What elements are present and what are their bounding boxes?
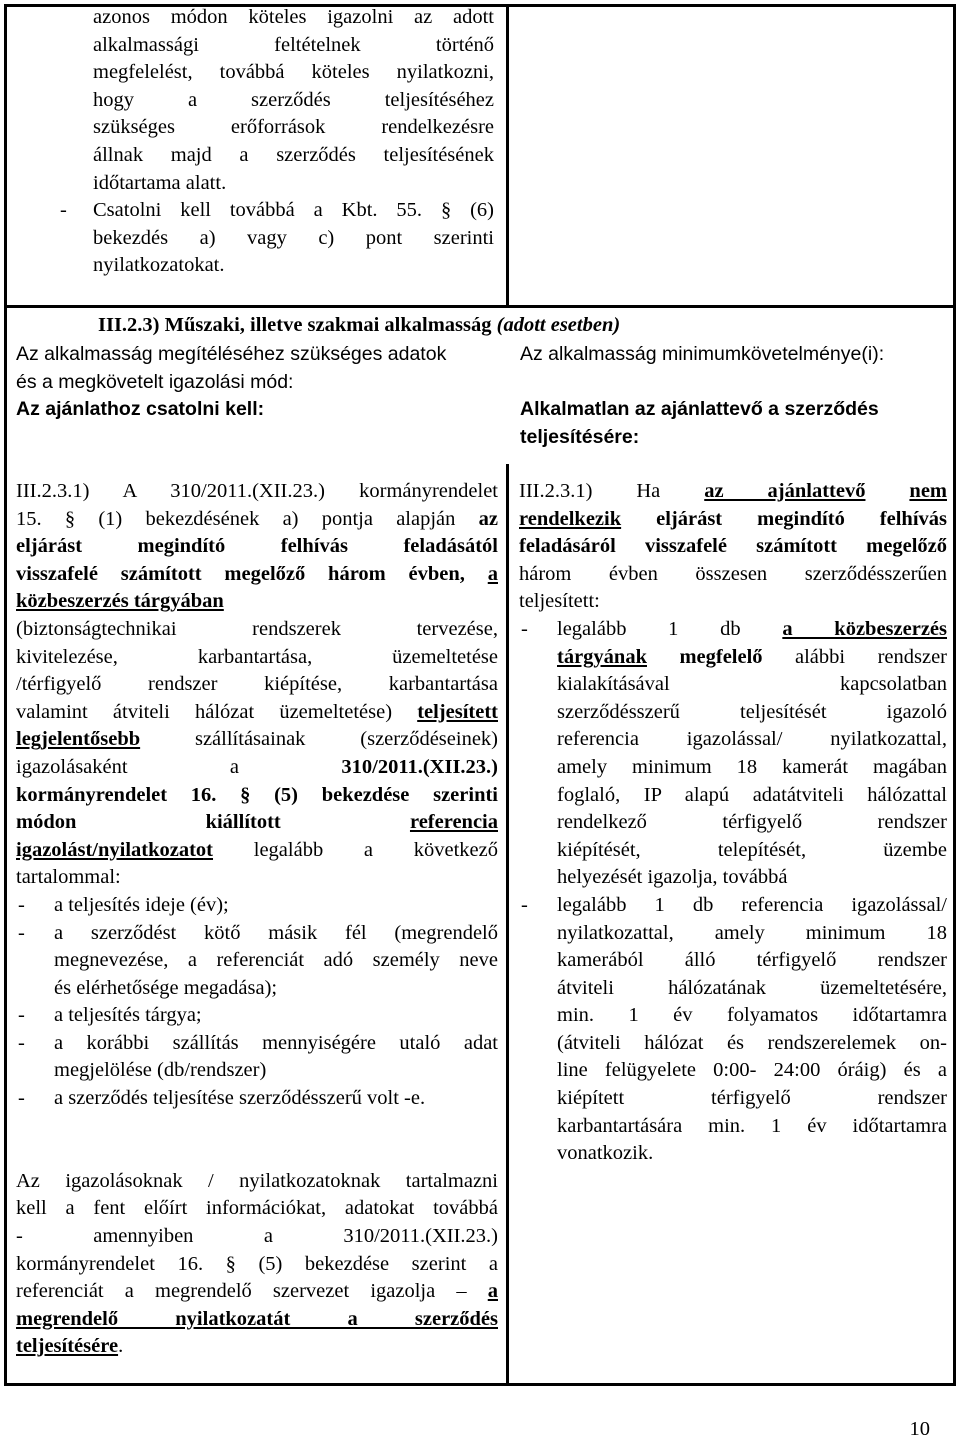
text-line: megrendelő nyilatkozatát a szerződés — [16, 1307, 498, 1330]
text-line: referenciát a megrendelő szervezet igazolja – a — [16, 1280, 498, 1303]
text-line: kormányrendelet 16. § (5) bekezdése szerint a — [16, 1252, 498, 1275]
list-item: - legalább 1 db a közbeszerzés — [519, 616, 947, 644]
text-line: 15. § (1) bekezdésének a) pontja alapján az — [16, 507, 498, 530]
list-item: - a szerződés teljesítése szerződésszerű volt -e. — [16, 1085, 498, 1113]
header-line: Az alkalmasság minimumkövetelménye(i): — [520, 343, 885, 365]
text-line: (biztonságtechnikai rendszerek tervezése, — [16, 617, 498, 640]
text-line: megfelelést, továbbá köteles nyilatkozni, — [93, 61, 494, 84]
text-line: időtartama alatt. — [93, 171, 227, 194]
header-line: teljesítésére: — [520, 425, 640, 448]
text-line: módon kiállított referencia — [16, 811, 498, 834]
text-line: nyilatkozatokat. — [93, 254, 225, 277]
text-line: (átviteli hálózat és rendszerelemek on- — [557, 1031, 947, 1054]
top-left-dash-item — [60, 197, 494, 280]
header-line: Az alkalmasság megítéléséhez szükséges adatok — [16, 343, 447, 365]
left-header — [16, 341, 506, 424]
text-line: III.2.3.1) A 310/2011.(XII.23.) kormányrendelet — [16, 480, 498, 502]
text-line: megjelölése (db/rendszer) — [54, 1059, 267, 1082]
text-line: közbeszerzés tárgyában — [16, 590, 224, 613]
text-line: és elérhetősége megadása); — [54, 976, 278, 999]
text-line: kivitelezése, karbantartása, üzemeltetése — [16, 645, 498, 668]
text-line: vonatkozik. — [557, 1142, 654, 1165]
right-body — [519, 478, 947, 1168]
text-line: bekezdés a) vagy c) pont szerinti — [93, 226, 494, 249]
left-body — [16, 478, 498, 1361]
text-line: helyezését igazolja, továbbá — [557, 866, 788, 889]
text-line: megnevezése, a referenciát adó személy neve — [54, 949, 498, 972]
text-line: azonos módon köteles igazolni az adott — [93, 6, 494, 28]
header-line: Alkalmatlan az ajánlattevő a szerződés — [520, 398, 879, 421]
text-line: hogy a szerződés teljesítéséhez — [93, 88, 494, 111]
text-line: igazolást/nyilatkozatot legalább a következő — [16, 838, 498, 861]
text-line: visszafelé számított megelőző három évben, a — [16, 562, 498, 585]
header-line: Az ajánlathoz csatolni kell: — [16, 398, 265, 421]
list-item: - a teljesítés ideje (év); — [16, 892, 498, 920]
text-line: szükséges erőforrások rendelkezésre — [93, 116, 494, 139]
text-line: tartalommal: — [16, 866, 121, 889]
text-line: teljesítésére. — [16, 1335, 124, 1358]
text-line: kiépítését, telepítését, üzembe — [557, 838, 947, 861]
right-header — [520, 341, 940, 451]
row-divider — [4, 305, 956, 308]
section-title — [98, 312, 938, 340]
text-line: referencia igazolással/ nyilatkozattal, — [557, 728, 947, 751]
text-line: /térfigyelő rendszer kiépítése, karbantartása — [16, 673, 498, 696]
text-line: nyilatkozattal, amely minimum 18 — [557, 921, 947, 944]
text-line: min. 1 év folyamatos időtartamra — [557, 1004, 947, 1027]
text-line: alkalmassági feltételnek történő — [93, 33, 494, 56]
list-item: - a korábbi szállítás mennyiségére utaló adat — [16, 1030, 498, 1058]
text-line: karbantartására min. 1 év időtartamra — [557, 1114, 947, 1137]
text-line: foglaló, IP alapú adatátviteli hálózattal — [557, 783, 947, 806]
top-left-cell — [93, 4, 494, 197]
text-line: igazolásaként a 310/2011.(XII.23.) — [16, 755, 498, 778]
text-line: III.2.3.1) Ha az ajánlattevő nem — [519, 480, 947, 502]
list-item: - legalább 1 db referencia igazolással/ — [519, 892, 947, 920]
header-line: és a megkövetelt igazolási mód: — [16, 370, 294, 393]
text-line: teljesített: — [519, 590, 600, 613]
text-line: valamint átviteli hálózat üzemeltetése) teljesített — [16, 700, 498, 723]
column-divider-top — [506, 4, 509, 306]
text-line: kiépített térfigyelő rendszer — [557, 1087, 947, 1110]
text-line: állnak majd a szerződés teljesítésének — [93, 143, 494, 166]
text-line: három évben összesen szerződésszerűen — [519, 562, 947, 585]
text-line: szerződésszerű teljesítését igazoló — [557, 700, 947, 723]
text-line: kamerából álló térfigyelő rendszer — [557, 949, 947, 972]
text-line: amely minimum 18 kamerát magában — [557, 755, 947, 778]
list-item: - a szerződést kötő másik fél (megrendelő — [16, 920, 498, 948]
section-title-qualifier: (adott esetben) — [496, 314, 621, 336]
section-title-text: III.2.3) Műszaki, illetve szakmai alkalmasság — [98, 314, 497, 336]
page-number: 10 — [909, 1418, 930, 1440]
text-line: line felügyelete 0:00- 24:00 óráig) és a — [557, 1059, 947, 1082]
text-line: - Csatolni kell továbbá a Kbt. 55. § (6) — [60, 197, 494, 225]
text-line: feladásáról visszafelé számított megelőző — [519, 535, 947, 558]
text-line: kormányrendelet 16. § (5) bekezdése szerinti — [16, 783, 498, 806]
text-line: eljárást megindító felhívás feladásától — [16, 535, 498, 558]
text-line: kell a fent előírt információkat, adatokat továbbá — [16, 1197, 498, 1220]
text-line: legjelentősebb szállításainak (szerződéseinek) — [16, 728, 498, 751]
text-line: - amennyiben a 310/2011.(XII.23.) — [16, 1225, 498, 1248]
text-line: rendelkezik eljárást megindító felhívás — [519, 507, 947, 530]
list-item: - a teljesítés tárgya; — [16, 1002, 498, 1030]
text-line: kialakításával kapcsolatban — [557, 673, 947, 696]
text-line: Az igazolásoknak / nyilatkozatoknak tartalmazni — [16, 1169, 498, 1192]
text-line: rendelkező térfigyelő rendszer — [557, 811, 947, 834]
text-line: tárgyának megfelelő alábbi rendszer — [557, 645, 947, 668]
column-divider-bottom — [506, 464, 509, 1386]
text-line: átviteli hálózatának üzemeltetésére, — [557, 976, 947, 999]
